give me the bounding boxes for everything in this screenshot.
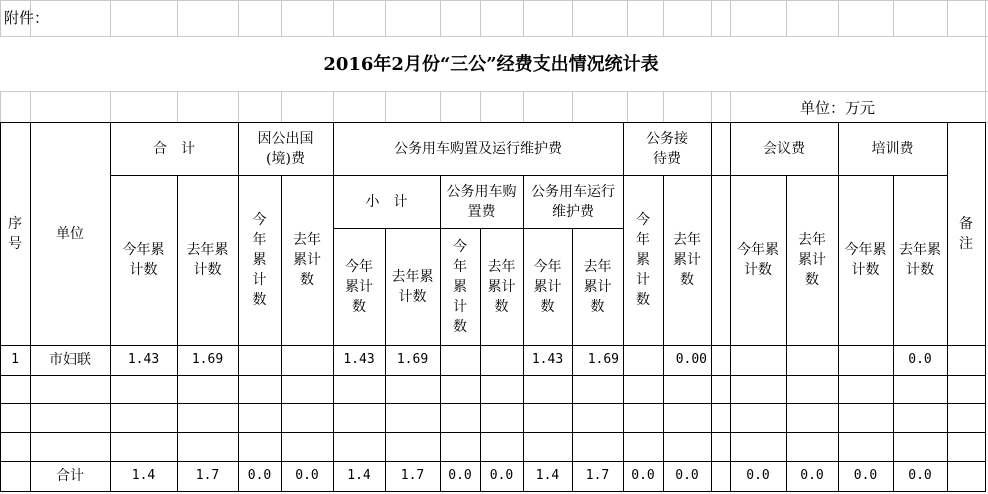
table-cell: 1.69	[587, 352, 619, 367]
header-training: 培训费	[871, 140, 914, 157]
subheader-last-year: 去年累计数	[798, 232, 826, 288]
total-cell: 0.0	[853, 468, 878, 483]
total-cell: 0.0	[489, 468, 514, 483]
table-cell	[838, 345, 893, 375]
total-cell: 0.0	[247, 468, 272, 483]
header-abroad: 因公出国(境)费	[257, 130, 314, 167]
table-cell	[238, 345, 281, 375]
total-cell: 0.0	[746, 468, 770, 483]
subheader-this-year: 今年累计数	[636, 212, 650, 308]
subheader-this-year: 今年累计数	[252, 212, 267, 308]
table-cell	[480, 345, 523, 375]
attachment-label: 附件：	[4, 9, 50, 27]
table-cell-unit: 市妇联	[49, 352, 91, 368]
table-title: 2016年2月份“三公”经费支出情况统计表	[323, 54, 659, 75]
total-cell: 0.0	[295, 468, 319, 483]
total-cell: 0.0	[448, 468, 472, 483]
subheader-this-year: 今年累计数	[122, 242, 165, 278]
table-cell: 1.69	[191, 352, 224, 367]
unit-label: 单位：万元	[800, 99, 876, 117]
header-total: 合 计	[153, 140, 195, 157]
subheader-last-year: 去年累计数	[186, 242, 229, 278]
header-seq: 序号	[8, 215, 22, 252]
table-cell: 0.00	[675, 352, 707, 367]
subheader-last-year: 去年累计数	[293, 232, 321, 288]
header-car-sub: 小 计	[365, 193, 408, 210]
subheader-last-year: 去年累计数	[899, 242, 941, 278]
table-cell: 1.43	[343, 352, 375, 367]
header-car-run: 公务用车运行维护费	[531, 183, 615, 220]
subheader-this-year: 今年累计数	[533, 258, 562, 315]
total-cell: 1.4	[347, 468, 371, 483]
total-cell: 0.0	[908, 468, 932, 483]
subheader-this-year: 今年累计数	[345, 258, 373, 315]
header-meeting: 会议费	[763, 140, 805, 157]
table-cell: 1.43	[127, 352, 160, 367]
total-cell: 1.4	[131, 468, 156, 483]
subheader-this-year: 今年累计数	[844, 242, 887, 278]
total-cell: 1.7	[585, 468, 610, 483]
table-cell	[440, 345, 480, 375]
table-cell	[730, 345, 786, 375]
header-car-total: 公务用车购置及运行维护费	[394, 140, 562, 157]
header-unit: 单位	[56, 225, 84, 242]
table-cell: 0.0	[908, 352, 932, 367]
total-cell: 1.7	[400, 468, 425, 483]
subheader-last-year: 去年累计数	[391, 268, 434, 305]
subheader-this-year: 今年累计数	[453, 238, 467, 335]
table-cell-seq: 1	[11, 352, 19, 367]
table-cell	[623, 345, 663, 375]
table-cell: 1.43	[531, 352, 564, 367]
total-cell: 0.0	[675, 468, 699, 483]
subheader-last-year: 去年累计数	[583, 258, 612, 315]
table-cell	[786, 345, 838, 375]
header-reception: 公务接待费	[646, 130, 688, 167]
table-cell	[281, 345, 333, 375]
total-cell: 1.4	[535, 468, 560, 483]
subheader-last-year: 去年累计数	[673, 232, 701, 288]
total-cell: 1.7	[195, 468, 220, 483]
subheader-this-year: 今年累计数	[737, 242, 779, 278]
subheader-last-year: 去年累计数	[487, 258, 516, 315]
total-row-label: 合计	[56, 468, 84, 484]
header-car-buy: 公务用车购置费	[446, 183, 517, 220]
total-cell: 0.0	[800, 468, 824, 483]
total-cell: 0.0	[631, 468, 655, 483]
table-cell: 1.69	[396, 352, 429, 367]
header-remark: 备注	[959, 215, 973, 252]
